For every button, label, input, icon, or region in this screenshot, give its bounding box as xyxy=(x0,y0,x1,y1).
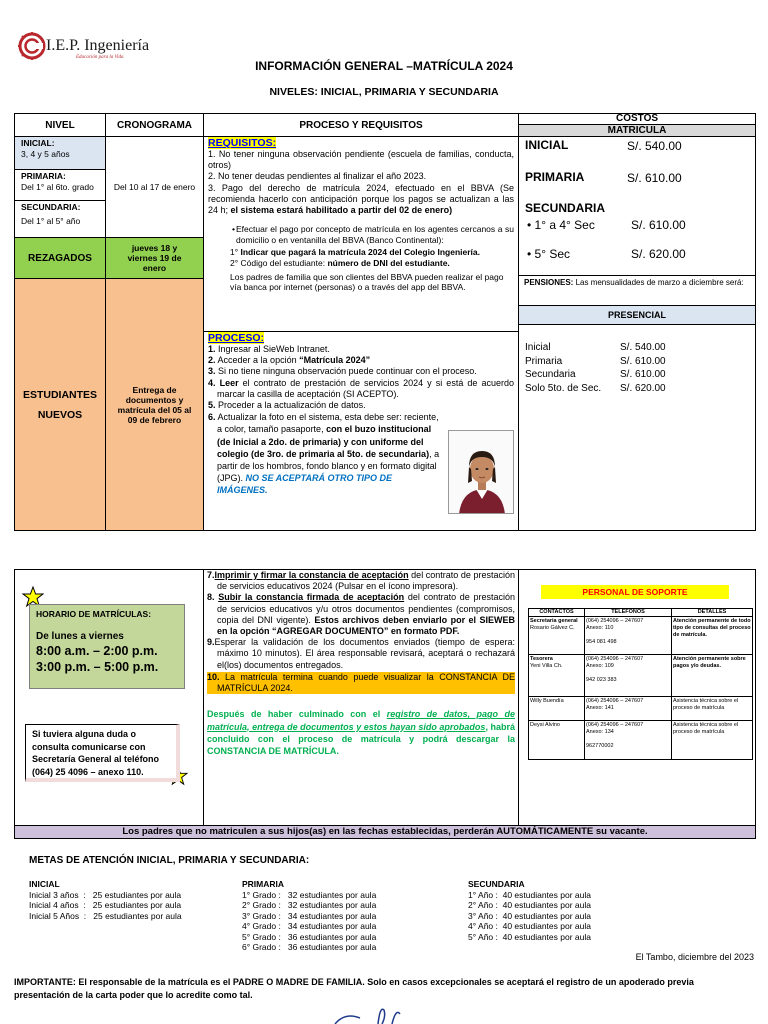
costo-primaria-label: PRIMARIA xyxy=(525,170,585,184)
nuevos-label-2: NUEVOS xyxy=(37,408,83,421)
horario-slot-1: 8:00 a.m. – 2:00 p.m. xyxy=(36,644,158,658)
nuevos-cell xyxy=(14,278,106,531)
proceso-2: 2. Acceder a la opción “Matrícula 2024” xyxy=(208,355,371,366)
costo-primaria-price: S/. 610.00 xyxy=(627,171,682,185)
horario-title: HORARIO DE MATRÍCULAS: xyxy=(36,609,152,619)
pensiones-note: PENSIONES: Las mensualidades de marzo a diciembre será: xyxy=(518,275,756,306)
costo-sec1-price: S/. 610.00 xyxy=(631,218,686,232)
page-subtitle: NIVELES: INICIAL, PRIMARIA Y SECUNDARIA xyxy=(269,86,499,98)
costos-cell xyxy=(518,136,756,276)
meta-row: 2° Grado : 32 estudiantes por aula xyxy=(242,900,377,910)
paso-10: 10. La matrícula termina cuando puede visualizar la CONSTANCIA DE MATRÍCULA 2024. xyxy=(207,671,515,694)
soporte-row: Secretaria general Rosario Gálvez C. (064) 254096 – 247607 Anexo: 110 954 081 498 Atención permanente de todo tipo de consultas del proceso de matrícula. xyxy=(529,617,752,655)
nivel-secundaria-grades: Del 1° al 5° año xyxy=(21,216,81,227)
nuevos-dates: Entrega de documentos y matrícula del 05 al 09 de febrero xyxy=(105,278,204,531)
meta-row: 3° Año : 40 estudiantes por aula xyxy=(468,910,591,921)
bullet-dot: • xyxy=(232,224,235,235)
pasos-list xyxy=(207,570,515,757)
costo-inicial-price: S/. 540.00 xyxy=(627,139,682,153)
horario-days: De lunes a viernes xyxy=(36,631,124,642)
meta-row: Inicial 4 años : 25 estudiantes por aula xyxy=(29,900,182,910)
metas-inicial xyxy=(29,879,182,921)
presencial-row: Secundaria S/. 610.00 xyxy=(525,369,666,380)
meta-row: Inicial 5 Años : 25 estudiantes por aula xyxy=(29,910,182,921)
metas-primaria xyxy=(242,879,376,953)
proceso-4: 4. Leer el contrato de prestación de servicios 2024 y si está de acuerdo marcar la casilla de aceptación (SI ACEPTO). xyxy=(208,377,514,399)
rezagados-label: REZAGADOS xyxy=(14,237,106,279)
metas-inicial-title: INICIAL xyxy=(29,879,60,889)
meta-row: 5° Grado : 36 estudiantes por aula xyxy=(242,931,377,942)
requisito-1: 1. No tener ninguna observación pendiente (escuela de familias, conducta, otros) xyxy=(208,149,514,171)
meta-row: 1° Año : 40 estudiantes por aula xyxy=(468,889,591,900)
nivel-inicial-cell xyxy=(14,136,106,170)
rezagados-dates: jueves 18 y viernes 19 de enero xyxy=(105,237,204,279)
soporte-table xyxy=(528,608,753,760)
metas-title: METAS DE ATENCIÓN INICIAL, PRIMARIA Y SECUNDARIA: xyxy=(29,855,310,866)
meta-row: 3° Grado : 34 estudiantes por aula xyxy=(242,910,377,921)
signature-mark xyxy=(330,1004,420,1024)
meta-row: 2° Año : 40 estudiantes por aula xyxy=(468,900,591,910)
meta-row: 1° Grado : 32 estudiantes por aula xyxy=(242,889,377,900)
indicar-line: 1° Indicar que pagará la matrícula 2024 del Colegio Ingeniería. xyxy=(230,247,480,258)
aviso-bar: Los padres que no matriculen a sus hijos(as) en las fechas establecidas, perderán AUTOMÁTICAMENTE su vacante. xyxy=(14,825,756,839)
presencial-table xyxy=(518,324,756,531)
presencial-header: PRESENCIAL xyxy=(518,305,756,325)
nivel-inicial-ages: 3, 4 y 5 años xyxy=(21,149,70,160)
proceso-3: 3. Si no tiene ninguna observación puede continuar con el proceso. xyxy=(208,366,477,377)
codigo-line: 2° Código del estudiante: número de DNI del estudiante. xyxy=(230,258,450,269)
duda-box: Si tuviera alguna duda o consulta comunicarse con Secretaría General al teléfono (064) 25 4096 – anexo 110. xyxy=(25,724,180,782)
header-costos: COSTOS xyxy=(518,113,756,125)
requisito-bullet: • Efectuar el pago por concepto de matrícula en los agentes cercanos a su domicilio o en ventanilla del BBVA (Banco Continental): xyxy=(232,224,514,245)
soporte-row: Willy Buendía (064) 254096 – 247607 Anexo: 141 Asistencia técnica sobre el proceso de matrícula xyxy=(529,697,752,721)
importante-note: IMPORTANTE: El responsable de la matrícula es el PADRE O MADRE DE FAMILIA. Solo en casos excepcionales se aceptará el registro de un apoderado previa presentación de la carta poder que lo acredite como tal. xyxy=(14,977,694,1000)
header-cronograma: CRONOGRAMA xyxy=(105,113,204,137)
header-matricula: MATRICULA xyxy=(518,124,756,137)
nivel-secundaria-cell xyxy=(14,200,106,238)
requisitos-cell xyxy=(203,136,519,332)
soporte-header-contactos: CONTACTOS xyxy=(529,609,585,616)
nivel-primaria-cell xyxy=(14,169,106,201)
horario-slot-2: 3:00 p.m. – 5:00 p.m. xyxy=(36,660,159,674)
presencial-row: Solo 5to. de Sec. S/. 620.00 xyxy=(525,382,666,394)
meta-row: 6° Grado : 36 estudiantes por aula xyxy=(242,942,377,952)
proceso-6: 6. Actualizar la foto en el sistema, esta debe ser: reciente, a color, tamaño pasaporte, con el buzo institucional (de Inicial a 2do. de primaria) y con uniforme del colegio (de 3ro. de primaria al 5to. de secundaria), a partir de los hombros, fondo blanco y en formato digital (JPG). NO SE ACEPTARÁ OTRO TIPO DE IMÁGENES. xyxy=(208,412,440,496)
nivel-primaria-label: PRIMARIA: xyxy=(21,171,66,181)
paso-7: 7.Imprimir y firmar la constancia de aceptación del contrato de prestación de servicios educativos 2024 (Pulsar en el ícono impresora). xyxy=(207,570,515,592)
costo-secundaria-label: SECUNDARIA xyxy=(525,201,606,215)
costo-sec2-row: • 5° Sec xyxy=(527,247,571,261)
requisito-2: 2. No tener deudas pendientes al finalizar el año 2023. xyxy=(208,171,427,182)
student-photo xyxy=(448,430,514,514)
nivel-inicial-label: INICIAL: xyxy=(21,138,55,148)
cronograma-regular: Del 10 al 17 de enero xyxy=(105,136,204,238)
requisitos-title: REQUISITOS: xyxy=(208,137,277,149)
paso-9: 9.Esperar la validación de los documentos enviados (tiempo de espera: máximo 10 minutos). El área responsable revisará, aceptará o rechazará el(los) documentos entregados. xyxy=(207,637,515,670)
soporte-row: Deysi Alvino (064) 254096 – 247607 Anexo: 134 962770002 Asistencia técnica sobre el proceso de matrícula xyxy=(529,721,752,759)
meta-row: 4° Año : 40 estudiantes por aula xyxy=(468,921,591,931)
student-photo-illustration xyxy=(449,431,514,514)
meta-row: 4° Grado : 34 estudiantes por aula xyxy=(242,921,377,931)
meta-row: 5° Año : 40 estudiantes por aula xyxy=(468,931,591,942)
soporte-title: PERSONAL DE SOPORTE xyxy=(541,585,729,599)
soporte-header-row xyxy=(529,609,752,617)
padres-bbva: Los padres de familia que son clientes del BBVA pueden realizar el pago vía banca por internet (personas) o a través del app del BBVA. xyxy=(230,271,504,293)
bullet-dot: • xyxy=(527,247,532,261)
presencial-row: Inicial S/. 540.00 xyxy=(525,342,666,353)
final-note: Después de haber culminado con el registro de datos, pago de matrícula, entrega de documentos y estos hayan sido aprobados, habrá concluido con el proceso de matrícula y podrá descargar la CONSTANCIA DE MATRÍCULA. xyxy=(207,709,515,757)
nuevos-label-1: ESTUDIANTES xyxy=(22,388,98,401)
bullet-dot: • xyxy=(527,218,532,232)
header-proceso: PROCESO Y REQUISITOS xyxy=(203,113,519,137)
logo-text: I.E.P. Ingeniería xyxy=(46,37,150,54)
metas-secundaria xyxy=(468,879,591,942)
logo-tagline: Educación para la Vida xyxy=(76,55,124,60)
meta-row: Inicial 3 años : 25 estudiantes por aula xyxy=(29,889,182,900)
metas-secundaria-title: SECUNDARIA xyxy=(468,879,525,889)
nivel-secundaria-label: SECUNDARIA: xyxy=(21,202,81,212)
soporte-row: Tesorera Yeni Villa Ch. (064) 254096 – 247607 Anexo: 109 942 023 383 Atención permanente sobre pagos y/o deudas. xyxy=(529,655,752,697)
nivel-primaria-grades: Del 1° al 6to. grado xyxy=(21,182,94,193)
proceso-1: 1. Ingresar al SieWeb Intranet. xyxy=(208,344,330,354)
page-title: INFORMACIÓN GENERAL –MATRÍCULA 2024 xyxy=(255,59,513,73)
header-nivel: NIVEL xyxy=(14,113,106,137)
presencial-row: Primaria S/. 610.00 xyxy=(525,355,666,367)
fecha: El Tambo, diciembre del 2023 xyxy=(635,952,754,962)
proceso-title: PROCESO: xyxy=(208,332,265,344)
logo-emblem-icon xyxy=(18,32,46,60)
proceso-cell xyxy=(203,331,519,531)
metas-primaria-title: PRIMARIA xyxy=(242,879,285,889)
proceso-5: 5. Proceder a la actualización de datos. xyxy=(208,400,366,411)
requisito-3: 3. Pago del derecho de matrícula 2024, efectuado en el BBVA (Se recomienda hacerlo con anticipación porque los pagos se actualizan a las 24 h; el sistema estará habilitado a partir del 02 de enero) xyxy=(208,182,514,216)
costo-sec1-row: • 1° a 4° Sec xyxy=(527,218,595,232)
costo-sec2-price: S/. 620.00 xyxy=(631,247,686,261)
soporte-header-detalles: DETALLES xyxy=(697,609,727,615)
paso-8: 8. Subir la constancia firmada de aceptación del contrato de prestación de servicios educativos y/u otros documentos pendientes (compromisos, copia del DNI vigente). Estos archivos deben enviarlo por el SIEWEB en la opción “AGREGAR DOCUMENTO” en formato PDF. xyxy=(207,592,516,637)
soporte-header-telefonos: TELÉFONOS xyxy=(585,609,672,616)
horario-box xyxy=(29,604,185,689)
costo-inicial-label: INICIAL xyxy=(525,138,569,152)
